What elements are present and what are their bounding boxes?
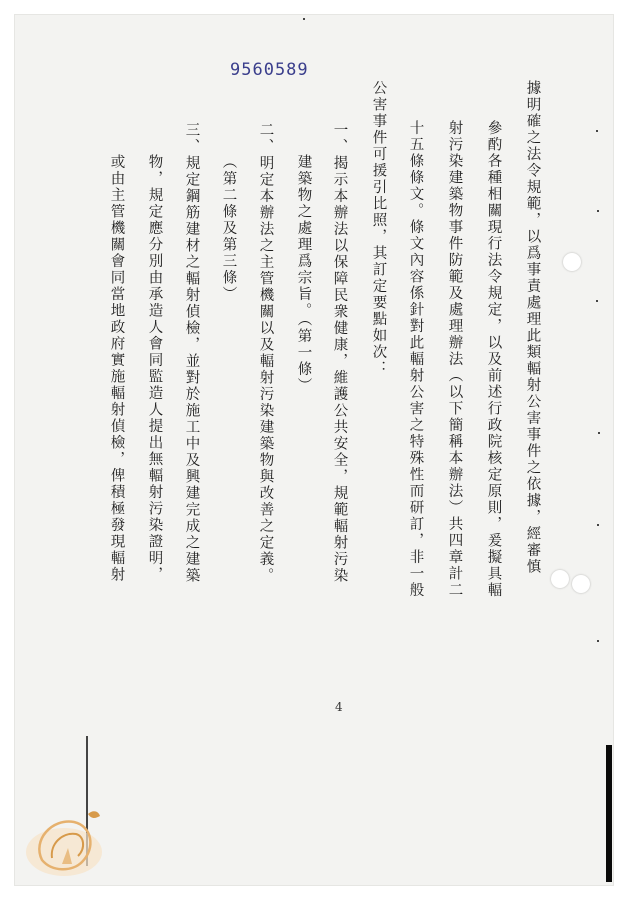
scan-edge-bar bbox=[606, 745, 612, 882]
text-column-3: 射污染建築物事件防範及處理辦法（以下簡稱本辦法）共四章計二 bbox=[446, 120, 463, 599]
scan-speck bbox=[597, 640, 599, 642]
text-column-2: 參酌各種相關現行法令規定，以及前述行政院核定原則，爰擬具輻 bbox=[485, 120, 502, 599]
archive-logo-icon bbox=[22, 800, 112, 880]
text-column-10: 三、規定鋼筋建材之輻射偵檢，並對於施工中及興建完成之建築 bbox=[183, 122, 200, 584]
scan-speck bbox=[597, 524, 599, 526]
punch-hole bbox=[572, 575, 590, 593]
scan-speck bbox=[596, 130, 598, 132]
text-column-9: （第二條及第三條） bbox=[220, 154, 237, 303]
text-column-12: 或由主管機關會同當地政府實施輻射偵檢，俾積極發現輻射 bbox=[108, 154, 125, 583]
text-column-7: 建築物之處理爲宗旨。（第一條） bbox=[295, 154, 312, 395]
scan-speck bbox=[303, 18, 305, 20]
scan-speck bbox=[597, 210, 599, 212]
document-page bbox=[14, 14, 614, 886]
text-column-1: 據明確之法令規範，以爲事責處理此類輻射公害事件之依據，經審慎 bbox=[524, 80, 541, 575]
text-column-11: 物，規定應分別由承造人會同監造人提出無輻射污染證明， bbox=[146, 154, 163, 583]
scan-speck bbox=[596, 300, 598, 302]
document-number-stamp: 9560589 bbox=[230, 60, 309, 80]
punch-hole bbox=[551, 570, 569, 588]
text-column-8: 二、明定本辦法之主管機關以及輻射污染建築物與改善之定義。 bbox=[257, 122, 274, 584]
text-column-6: 一、揭示本辦法以保障民衆健康，維護公共安全，規範輻射污染 bbox=[331, 122, 348, 584]
scan-speck bbox=[598, 432, 600, 434]
text-column-4: 十五條條文。條文內容係針對此輻射公害之特殊性而研訂，非一般 bbox=[407, 120, 424, 599]
punch-hole bbox=[563, 253, 581, 271]
page-number: 4 bbox=[335, 700, 343, 714]
text-column-5: 公害事件可援引比照，其訂定要點如次： bbox=[370, 80, 387, 377]
